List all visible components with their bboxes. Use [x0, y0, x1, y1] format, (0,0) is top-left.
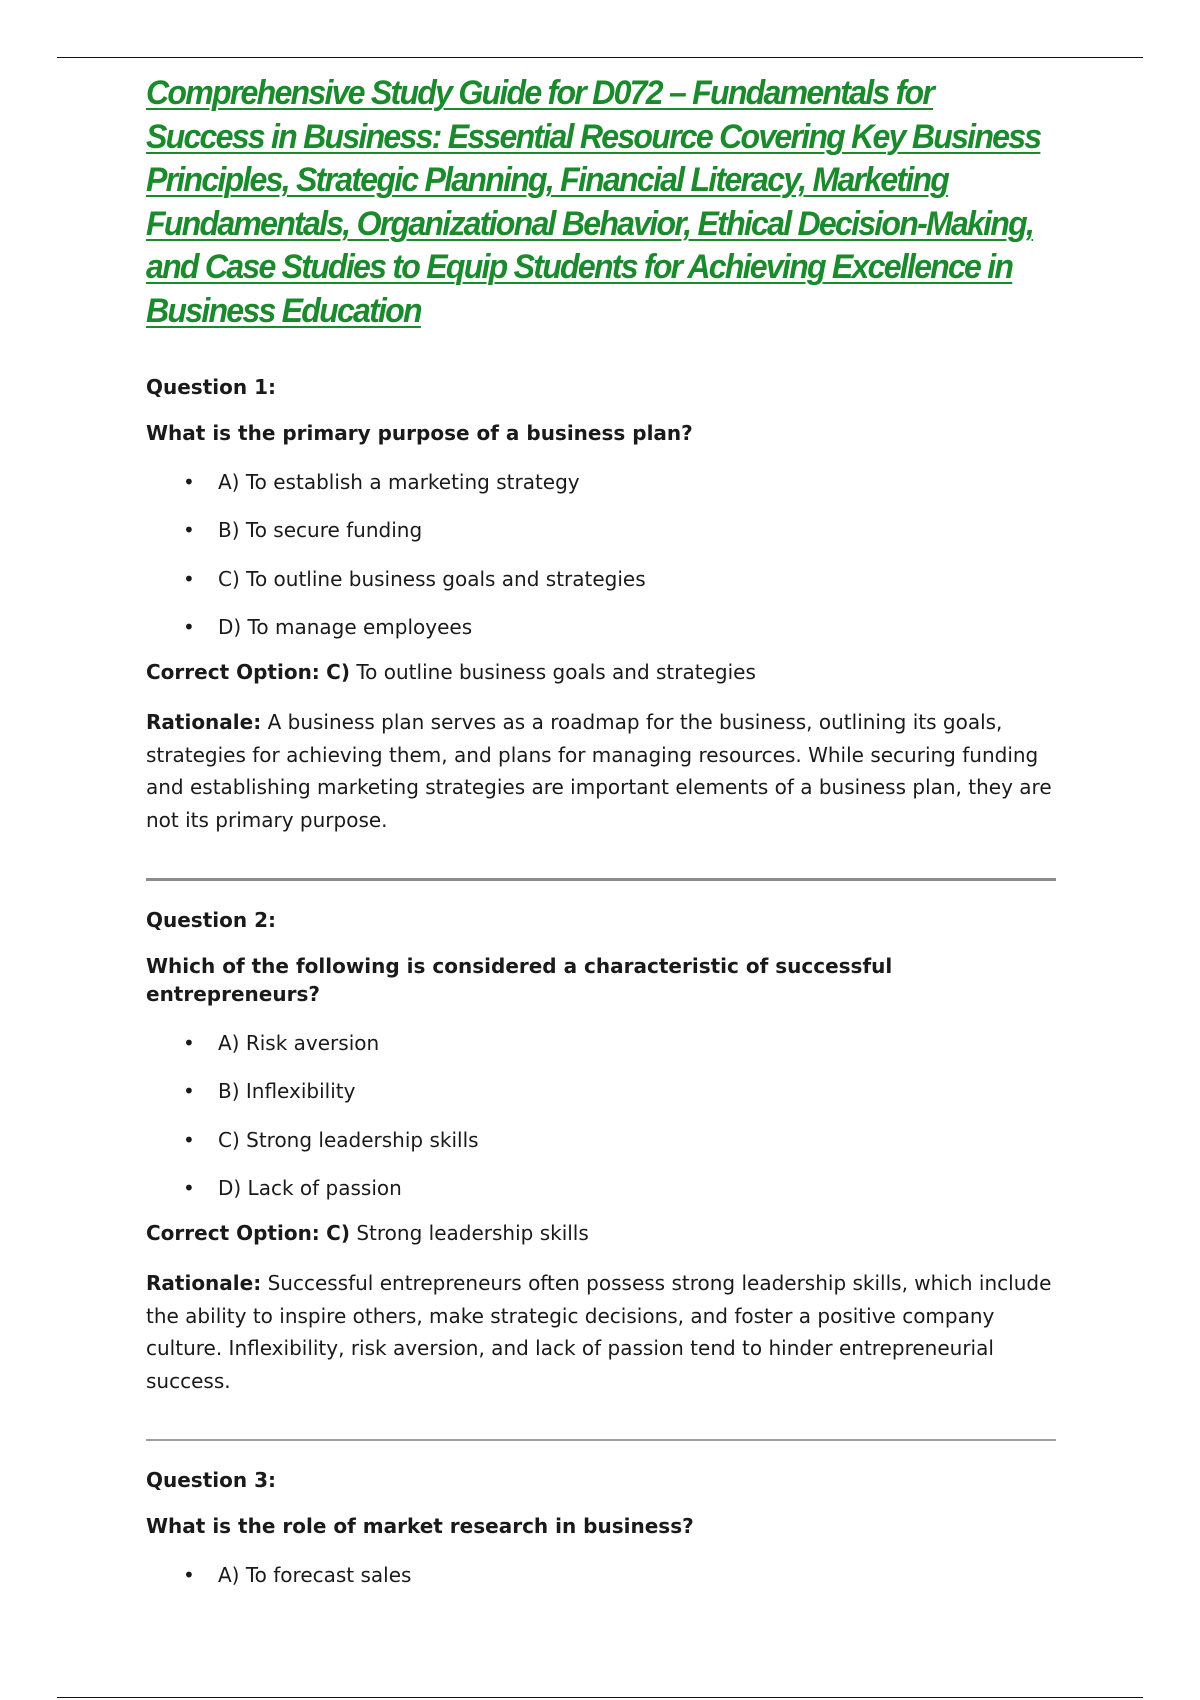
document-title: Comprehensive Study Guide for D072 – Fundamentals for Success in Business: Essential Resource Covering Key Business Principles, Strategic Planning, Financial Literacy, Marketing Fundamentals, Organizational Behavior, Ethical Decision-Making, and Case Studies to Equip Students for Achieving Excellence in Business Education — [146, 74, 1041, 330]
rationale-text: A business plan serves as a roadmap for the business, outlining its goals, strategies for achieving them, and plans for managing resources. While securing funding and establishing marketing strategies are important elements of a business plan, they are not its primary purpose. — [146, 710, 1052, 832]
bullet-icon: • — [183, 615, 195, 639]
option-item — [146, 1077, 1056, 1105]
options-list — [146, 1029, 1056, 1203]
question-label: Question 2: — [146, 908, 276, 932]
correct-option — [146, 658, 1056, 686]
question-text: What is the primary purpose of a business plan? — [146, 421, 693, 445]
bullet-icon: • — [183, 1127, 195, 1152]
options-list — [146, 1561, 1056, 1589]
bullet-icon: • — [183, 1030, 195, 1055]
bullet-icon: • — [183, 566, 195, 591]
correct-option-label: Correct Option: — [146, 660, 320, 684]
option-item — [146, 468, 1056, 496]
option-text: B) To secure funding — [218, 518, 423, 542]
option-text: B) Inflexibility — [218, 1079, 356, 1103]
question-text: What is the role of market research in business? — [146, 1514, 694, 1538]
correct-option-letter: C) — [326, 660, 350, 684]
option-text: D) Lack of passion — [218, 1176, 402, 1200]
rationale-label: Rationale: — [146, 1271, 262, 1295]
option-text: C) Strong leadership skills — [218, 1127, 479, 1152]
option-text: D) To manage employees — [218, 615, 473, 639]
question-label: Question 1: — [146, 375, 276, 399]
correct-option-text: To outline business goals and strategies — [356, 660, 756, 684]
correct-option-label: Correct Option: — [146, 1221, 320, 1245]
rationale — [146, 1267, 1056, 1397]
option-text: A) Risk aversion — [218, 1030, 380, 1055]
correct-option-text: Strong leadership skills — [356, 1221, 589, 1245]
bullet-icon: • — [183, 518, 195, 542]
correct-option — [146, 1219, 1056, 1247]
option-item — [146, 565, 1056, 593]
correct-option-letter: C) — [326, 1221, 350, 1245]
option-item — [146, 613, 1056, 641]
rationale-label: Rationale: — [146, 710, 262, 734]
option-item — [146, 516, 1056, 544]
option-item — [146, 1029, 1056, 1057]
option-item — [146, 1126, 1056, 1154]
question-1 — [146, 373, 1056, 836]
option-text: C) To outline business goals and strategies — [218, 566, 646, 591]
option-text: A) To forecast sales — [218, 1562, 412, 1587]
bullet-icon: • — [183, 469, 195, 494]
document-body — [146, 72, 1056, 1589]
question-text: Which of the following is considered a characteristic of successful entrepreneurs? — [146, 954, 893, 1006]
rationale — [146, 706, 1056, 836]
bullet-icon: • — [183, 1176, 195, 1200]
bullet-icon: • — [183, 1079, 195, 1103]
option-item — [146, 1561, 1056, 1589]
option-item — [146, 1174, 1056, 1202]
section-divider — [146, 878, 1056, 881]
options-list — [146, 468, 1056, 642]
page-top-rule — [57, 57, 1143, 58]
bullet-icon: • — [183, 1562, 195, 1587]
option-text: A) To establish a marketing strategy — [218, 469, 580, 494]
section-divider — [146, 1439, 1056, 1441]
rationale-text: Successful entrepreneurs often possess strong leadership skills, which include the ability to inspire others, make strategic decisions, and foster a positive company culture. Inflexibility, risk aversion, and lack of passion tend to hinder entrepreneurial success. — [146, 1271, 1052, 1393]
page-bottom-rule — [57, 1697, 1143, 1698]
question-label: Question 3: — [146, 1468, 276, 1492]
question-2 — [146, 906, 1056, 1397]
question-3 — [146, 1466, 1056, 1589]
